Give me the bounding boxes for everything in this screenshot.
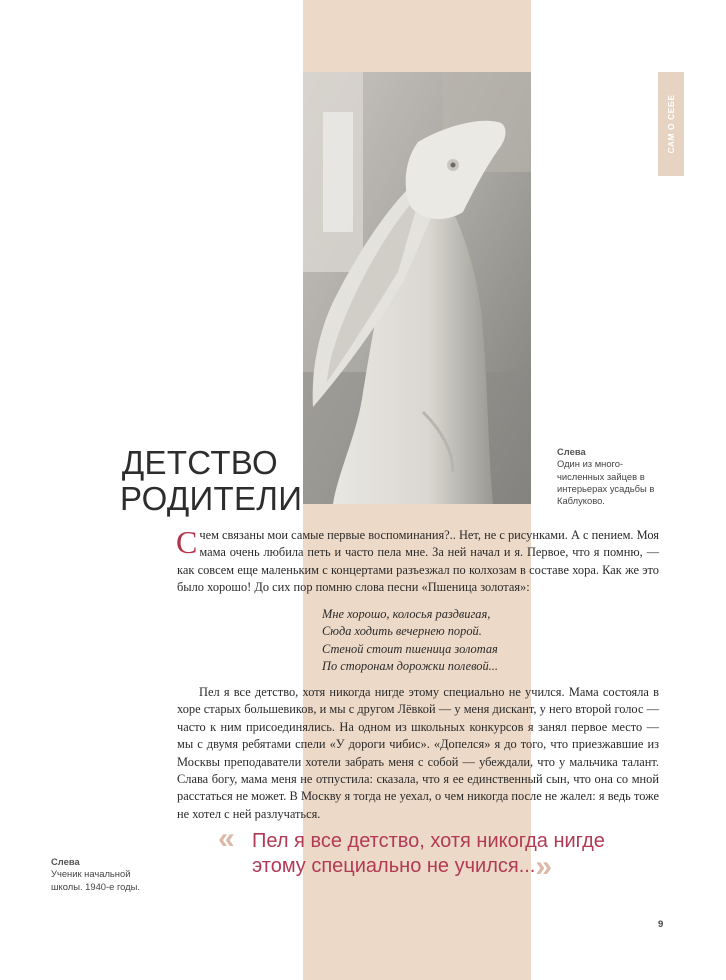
section-tab <box>658 72 684 176</box>
page-title <box>120 444 303 517</box>
pull-quote <box>218 822 638 883</box>
close-quote-mark: » <box>535 850 549 883</box>
title-line-1: ДЕТСТВО <box>121 444 278 481</box>
paragraph-2: Пел я все детство, хотя никогда нигде этому специально не учился. Мама состояла в хоре старых большевиков, и мы с другом Лёвкой — у меня дискант, у него второй голос — часто к ним присоединялись. На одном из школьных конкурсов я занял первое место — мы с двумя ребятами спели «У дороги чибис». «Допелся» я до того, что приезжавшие из Москвы преподаватели хотели забрать меня с собой — убеждали, что у мальчика талант. Слава богу, мама меня не отпустила: сказала, что я ее единственный сын, что она со мной расстаться не может. В Москву я тогда не уехал, о чем никогда после не жалел: я ведь тоже не хотел с ней разлучаться. <box>177 685 659 821</box>
poem-line: Сюда ходить вечернею порой. <box>322 624 482 639</box>
poem-line: Стеной стоит пшеница золотая <box>322 641 498 656</box>
page-number: 9 <box>658 919 664 930</box>
paragraph-1-text: чем связаны мои самые первые воспоминания?.. Нет, не с рисунками. А с пением. Моя мама очень любила петь и часто пела мне. За ней начал и я. Первое, что я помню, — как совсем еще маленьким с концертами разъезжал по колхозам в составе хора. Как же это было хорошо! До сих пор помню слова песни «Пшеница золотая»: <box>177 528 659 595</box>
section-tab-label: САМ О СЕБЕ <box>666 94 676 154</box>
rabbit-figurine-image <box>303 72 531 504</box>
side-caption-label: Слева <box>51 856 80 867</box>
photo-caption-label: Слева <box>557 446 586 457</box>
photo-caption-text: Один из много-численных зайцев в интерьерах усадьбы в Каблуково. <box>557 458 655 507</box>
poem <box>322 606 582 676</box>
side-caption-text: Ученик начальной школы. 1940-е годы. <box>51 868 140 892</box>
title-line-2: РОДИТЕЛИ <box>120 480 303 517</box>
paragraph-1 <box>176 524 659 597</box>
drop-cap: С <box>176 524 198 560</box>
side-caption <box>51 856 151 893</box>
photo-caption <box>557 446 667 507</box>
pull-quote-text: Пел я все детство, хотя никогда нигде этому специально не учился... <box>252 830 605 877</box>
poem-line: Мне хорошо, колосья раздвигая, <box>322 607 491 621</box>
poem-line: По сторонам дорожки полевой... <box>322 659 498 674</box>
open-quote-mark: « <box>218 822 231 855</box>
rabbit-photo <box>303 72 531 504</box>
